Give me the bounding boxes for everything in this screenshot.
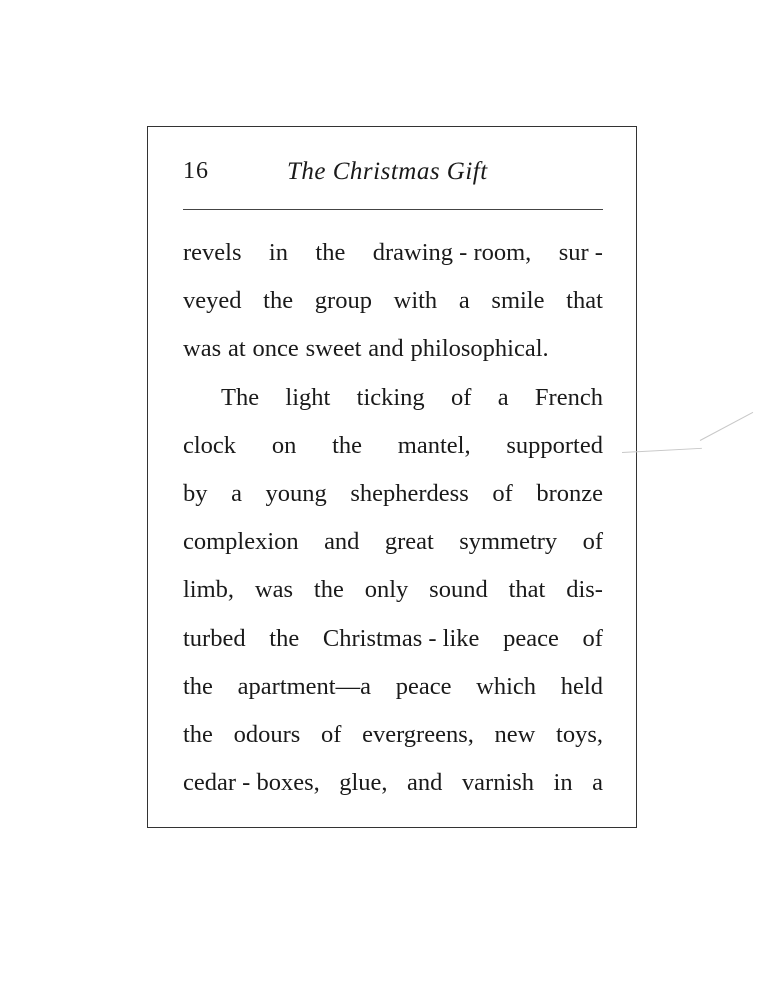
word: of xyxy=(582,624,603,652)
word: with xyxy=(393,287,438,315)
word: a xyxy=(231,479,242,507)
word: the xyxy=(183,720,213,748)
word: drawing - room, xyxy=(372,239,532,266)
word: ticking xyxy=(356,383,425,411)
text-line xyxy=(183,619,603,667)
word: toys, xyxy=(556,720,603,748)
word: young xyxy=(265,479,327,507)
word: sound xyxy=(429,576,488,604)
word: the xyxy=(183,672,213,700)
word: apartment—a xyxy=(237,672,371,700)
word: of xyxy=(582,528,603,556)
word: once xyxy=(252,335,299,363)
word: cedar - boxes, xyxy=(183,769,320,797)
word: at xyxy=(227,335,246,363)
word: sweet xyxy=(305,335,362,363)
running-head xyxy=(183,155,603,195)
text-line xyxy=(183,378,603,426)
word: was xyxy=(183,335,222,363)
word: turbed xyxy=(183,624,246,652)
word: that xyxy=(566,287,603,315)
text-line xyxy=(183,329,603,377)
word: evergreens, xyxy=(362,720,474,748)
word: the xyxy=(332,431,363,459)
word: the xyxy=(313,576,344,604)
running-title: The Christmas Gift xyxy=(287,158,488,185)
word: veyed xyxy=(183,287,242,315)
word: shepherdess xyxy=(350,479,469,507)
word: varnish xyxy=(461,769,535,797)
word: that xyxy=(508,576,546,604)
text-line xyxy=(183,715,603,763)
word: sur - xyxy=(558,239,603,266)
word: great xyxy=(384,528,434,556)
word: the xyxy=(269,624,300,652)
word: limb, xyxy=(183,576,235,604)
paper-crease-mark xyxy=(700,412,753,441)
word: clock xyxy=(183,431,237,459)
word: peace xyxy=(395,672,452,700)
word: smile xyxy=(491,287,545,315)
body-text xyxy=(183,233,603,811)
word: French xyxy=(534,383,603,411)
word: Christmas - like xyxy=(322,624,480,652)
word: of xyxy=(320,720,342,748)
header-rule xyxy=(183,209,603,210)
word: group xyxy=(314,287,372,315)
word: glue, xyxy=(339,769,388,797)
word: symmetry xyxy=(459,528,558,556)
text-line xyxy=(183,667,603,715)
word: and xyxy=(368,335,404,363)
word: mantel, xyxy=(397,431,471,459)
word: bronze xyxy=(536,479,603,507)
word: of xyxy=(492,479,513,507)
word: a xyxy=(497,383,509,411)
text-line xyxy=(183,281,603,329)
text-line xyxy=(183,763,603,811)
word: supported xyxy=(506,431,603,459)
word: in xyxy=(553,769,573,797)
word: a xyxy=(458,287,470,315)
word: in xyxy=(268,239,288,266)
word: the xyxy=(263,287,294,315)
word: which xyxy=(476,672,537,700)
text-line xyxy=(183,426,603,474)
word: dis- xyxy=(566,576,603,604)
word: light xyxy=(285,383,331,411)
word: by xyxy=(183,479,208,507)
word: a xyxy=(592,769,603,797)
word: new xyxy=(494,720,536,748)
text-line xyxy=(183,522,603,570)
word: philosophical. xyxy=(410,335,549,363)
page-number: 16 xyxy=(183,158,209,184)
word: odours xyxy=(233,720,301,748)
word: held xyxy=(560,672,603,700)
word: The xyxy=(221,383,260,411)
word: and xyxy=(324,528,360,556)
word: of xyxy=(451,383,472,411)
word: peace xyxy=(503,624,559,652)
word: and xyxy=(407,769,443,797)
text-line xyxy=(183,233,603,281)
word: was xyxy=(254,576,294,604)
text-line xyxy=(183,570,603,618)
word: revels xyxy=(183,239,242,266)
word: the xyxy=(315,239,346,266)
word: only xyxy=(364,576,409,604)
word: on xyxy=(271,431,297,459)
text-line xyxy=(183,474,603,522)
word: complexion xyxy=(183,528,299,556)
